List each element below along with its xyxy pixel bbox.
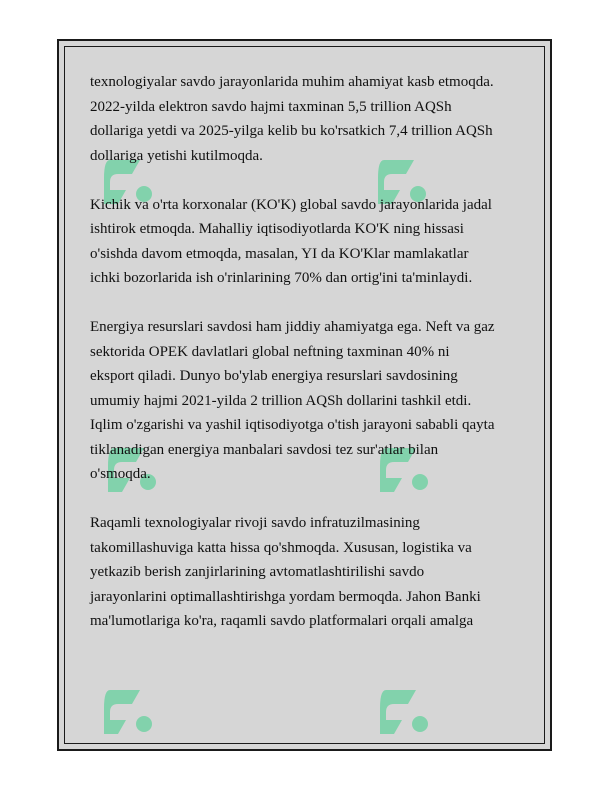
paragraph: texnologiyalar savdo jarayonlarida muhim ahamiyat kasb etmoqda. 2022-yilda elektron savdo hajmi taxminan 5,5 trillion AQSh dollariga yetdi va 2025-yilga kelib bu ko'rsatkich 7,4 trillion AQSh dollariga yetishi kutilmoqda. [90,74,494,164]
watermark-logo-icon [372,680,436,744]
paragraph: Kichik va o'rta korxonalar (KO'K) global savdo jarayonlarida jadal ishtirok etmoqda. Mahalliy iqtisodiyotlarda KO'K ning hissasi o'sishda davom etmoqda, masalan, YI da KO'Klar mamlakatlar ichki bozorlarida ish o'rinlarining 70% dan ortig'ini ta'minlaydi. [90,196,492,286]
paragraph: Raqamli texnologiyalar rivoji savdo infratuzilmasining takomillashuviga katta hissa qo'shmoqda. Xususan, logistika va yetkazib berish zanjirlarining avtomatlashtirilishi savdo jarayonlarini optimallashtirishga yordam bermoqda. Jahon Banki ma'lumotlariga ko'ra, raqamli savdo platformalari orqali amalga [90,515,481,629]
document-body [90,70,530,658]
watermark-logo-icon [96,680,160,744]
paragraph: Energiya resurslari savdosi ham jiddiy ahamiyatga ega. Neft va gaz sektorida OPEK davlatlari global neftning taxminan 40% ni eksport qiladi. Dunyo bo'ylab energiya resurslari savdosining umumiy hajmi 2021-yilda 2 trillion AQSh dollarini tashkil etdi. Iqlim o'zgarishi va yashil iqtisodiyotga o'tish jarayoni sababli qayta tiklanadigan energiya manbalari savdosi tez sur'atlar bilan o'smoqda. [90,319,495,482]
